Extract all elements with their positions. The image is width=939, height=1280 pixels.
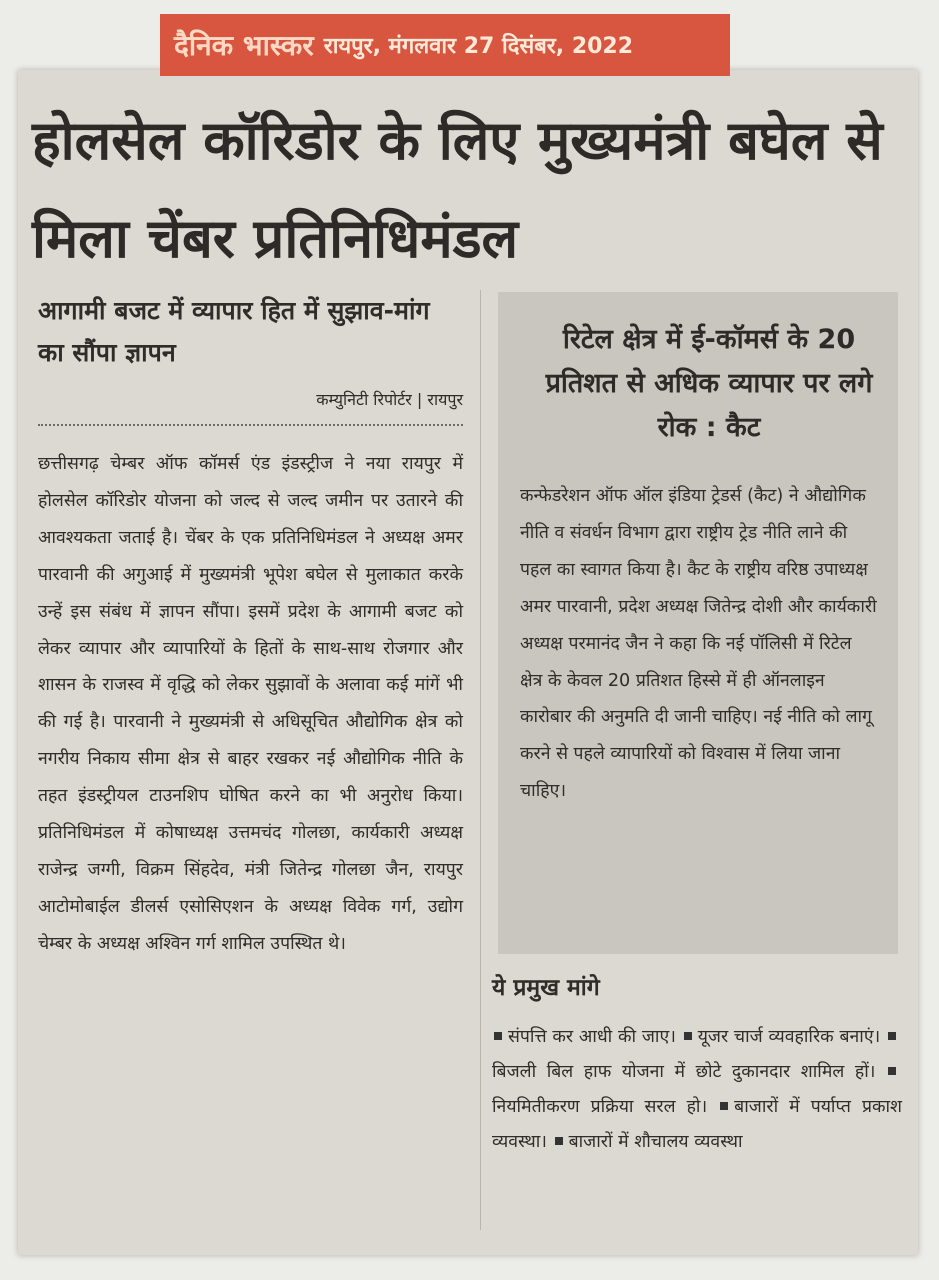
bullet-icon [684,1032,692,1040]
demands-list [492,1020,902,1160]
bullet-icon [555,1137,563,1145]
dateline: रायपुर, मंगलवार 27 दिसंबर, 2022 [323,34,634,59]
left-story [38,290,463,963]
bullet-icon [494,1032,502,1040]
demand-item: नियमितीकरण प्रक्रिया सरल हो। [492,1062,902,1117]
demands-title: ये प्रमुख मांगे [492,975,600,1001]
story-subhead: आगामी बजट में व्यापार हित में सुझाव-मांग का सौंपा ज्ञापन [38,296,430,367]
box-headline: रिटेल क्षेत्र में ई-कॉमर्स के 20 प्रतिशत से अधिक व्यापार पर लगे रोक : कैट [545,324,873,443]
story-body: छत्तीसगढ़ चेम्बर ऑफ कॉमर्स एंड इंडस्ट्रीज ने नया रायपुर में होलसेल कॉरिडोर योजना को जल्द से जल्द जमीन पर उतारने की आवश्यकता जताई है। चेंबर के एक प्रतिनिधिमंडल ने अध्यक्ष अमर पारवानी की अगुआई में मुख्यमंत्री भूपेश बघेल से मुलाकात करके उन्हें इस संबंध में ज्ञापन सौंपा। इसमें प्रदेश के आगामी बजट को लेकर व्यापार और व्यापारियों के हितों के साथ-साथ रोजगार और शासन के राजस्व में वृद्धि को लेकर सुझावों के अलावा कई मांगें भी की गई है। पारवानी ने मुख्यमंत्री से अधिसूचित औद्योगिक क्षेत्र को नगरीय निकाय सीमा क्षेत्र से बाहर रखकर नई औद्योगिक नीति के तहत इंडस्ट्रीयल टाउनशिप घोषित करने का भी अनुरोध किया। प्रतिनिधिमंडल में कोषाध्यक्ष उत्तमचंद गोलछा, कार्यकारी अध्यक्ष राजेन्द्र जग्गी, विक्रम सिंहदेव, मंत्री जितेन्द्र गोलछा जैन, रायपुर आटोमोबाईल डीलर्स एसोसिएशन के अध्यक्ष विवेक गर्ग, उद्योग चेम्बर के अध्यक्ष अश्विन गर्ग शामिल उपस्थित थे। [38,454,463,954]
demand-item: यूजर चार्ज व्यवहारिक बनाएं। [682,1027,881,1047]
demand-item: बाजारों में पर्याप्त प्रकाश व्यवस्था। [492,1097,902,1152]
demands-section [492,968,902,1160]
sidebar-box [498,292,898,954]
demand-item: बाजारों में शौचालय व्यवस्था [553,1132,743,1152]
demand-item: बिजली बिल हाफ योजना में छोटे दुकानदार शामिल हों। [492,1027,902,1082]
column-divider [480,290,481,1230]
bullet-icon [888,1032,896,1040]
bullet-icon [720,1102,728,1110]
main-headline: होलसेल कॉरिडोर के लिए मुख्यमंत्री बघेल से मिला चेंबर प्रतिनिधिमंडल [32,109,883,270]
box-body: कन्फेडरेशन ऑफ ऑल इंडिया ट्रेडर्स (कैट) ने औद्योगिक नीति व संवर्धन विभाग द्वारा राष्ट्रीय ट्रेड नीति लाने की पहल का स्वागत किया है। कैट के राष्ट्रीय वरिष्ठ उपाध्यक्ष अमर पारवानी, प्रदेश अध्यक्ष जितेन्द्र दोशी और कार्यकारी अध्यक्ष परमानंद जैन ने कहा कि नई पॉलिसी में रिटेल क्षेत्र के केवल 20 प्रतिशत हिस्से में ही ऑनलाइन कारोबार की अनुमति दी जानी चाहिए। नई नीति को लागू करने से पहले व्यापारियों को विश्वास में लिया जाना चाहिए। [520,486,877,802]
demand-item: संपत्ति कर आधी की जाए। [492,1027,676,1047]
bullet-icon [888,1067,896,1075]
byline: कम्युनिटी रिपोर्टर | रायपुर [38,388,463,426]
masthead [160,14,730,76]
newspaper-brand: दैनिक भास्कर [174,29,314,62]
